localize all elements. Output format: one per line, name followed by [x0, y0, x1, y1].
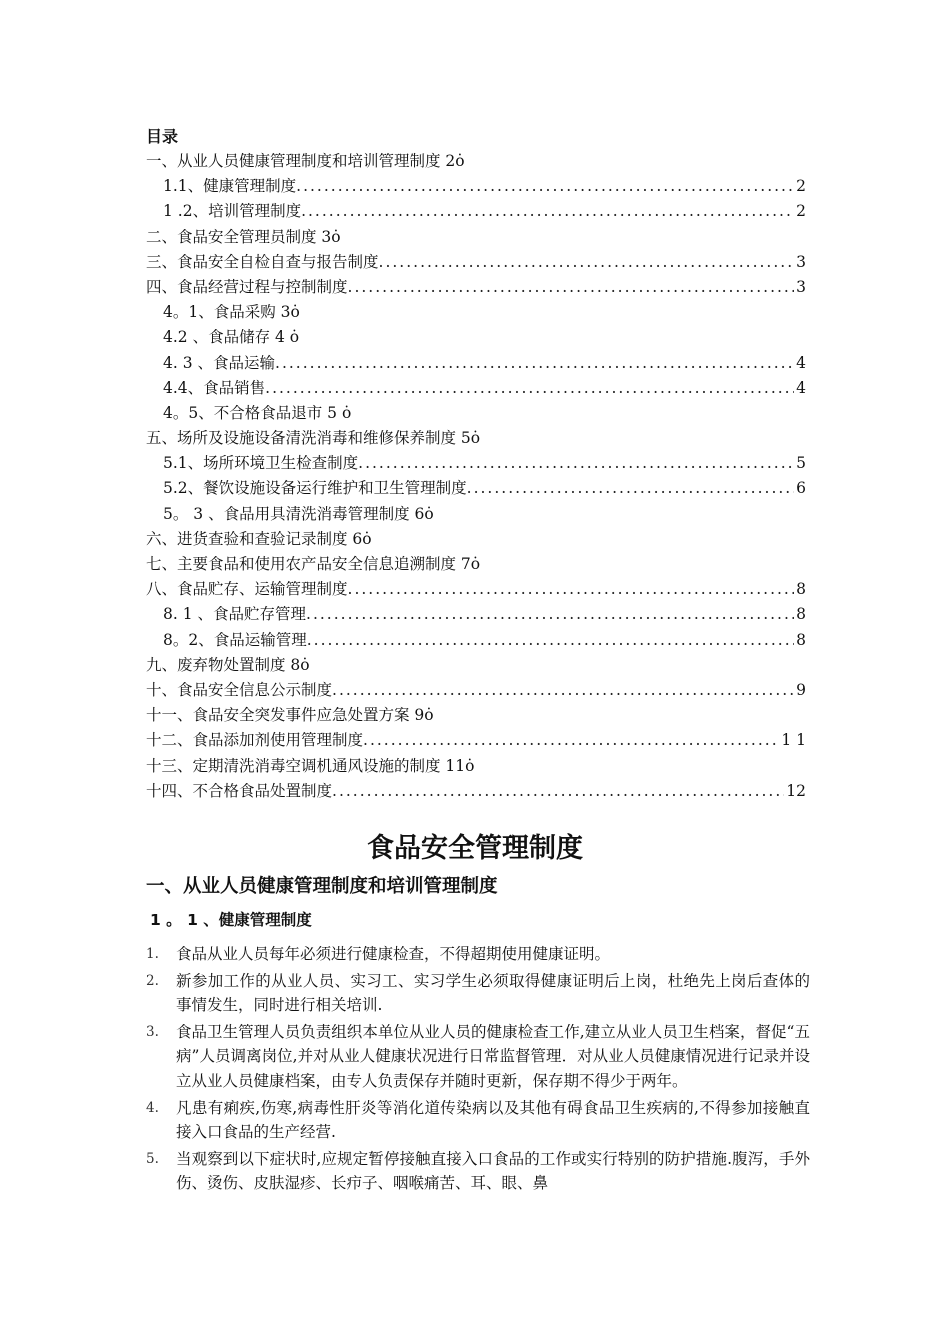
rule-number: 3.: [146, 1023, 159, 1040]
document-title: 食品安全管理制度: [367, 833, 583, 864]
toc-entry[interactable]: [146, 703, 806, 728]
toc-page-number: 8: [796, 605, 806, 624]
toc-entry-text: 八、食品贮存、运输管理制度: [146, 580, 348, 599]
toc-leader-dots: [301, 199, 794, 224]
toc-entry[interactable]: [146, 653, 806, 678]
toc-entry-text: 一、从业人员健康管理制度和培训管理制度 2ȯ: [146, 152, 465, 170]
toc-page-number: 2: [796, 202, 806, 221]
toc-leader-dots: [379, 250, 795, 275]
toc-leader-dots: [348, 577, 795, 602]
rule-number: 4.: [146, 1099, 159, 1116]
rule-number: 1.: [146, 946, 159, 962]
toc-entry-text: 三、食品安全自检自查与报告制度: [146, 252, 379, 271]
rules-list: [146, 942, 810, 1198]
rule-number: 5.: [146, 1150, 159, 1167]
toc-page-number: 6: [796, 479, 806, 498]
toc-leader-dots: [265, 376, 794, 401]
toc-entry-text: 4。1、食品采购 3ȯ: [163, 303, 300, 322]
toc-entry[interactable]: [146, 250, 806, 275]
subsection-heading: 1 。 1 、健康管理制度: [150, 911, 312, 929]
toc-entry-text: 六、进货查验和查验记录制度 6ȯ: [146, 529, 372, 548]
toc-entry-text: 8。2、食品运输管理: [163, 630, 307, 649]
toc-entry-text: 二、食品安全管理员制度 3ȯ: [146, 227, 341, 246]
toc-leader-dots: [332, 779, 784, 804]
toc-entry[interactable]: [146, 275, 806, 300]
toc-entry-text: 4.2 、食品储存 4 ȯ: [163, 328, 300, 347]
toc-entry[interactable]: [146, 401, 806, 426]
toc-entry-text: 5。 3 、食品用具清洗消毒管理制度 6ȯ: [163, 504, 434, 523]
rule-text: 食品卫生管理人员负责组织本单位从业人员的健康检查工作,建立从业人员卫生档案，督促“五病”人员调离岗位,并对从业人健康状况进行日常监督管理．对从业人员健康情况进行记录并设立从业人员健康档案，由专人负责保存并随时更新，保存期不得少于两年。: [176, 1022, 810, 1090]
toc-page-number: 9: [796, 680, 806, 699]
toc-entry[interactable]: [146, 754, 806, 779]
toc-page-number: 3: [796, 252, 806, 271]
toc-leader-dots: [332, 678, 794, 703]
rule-item: [146, 1020, 810, 1094]
rule-item: [146, 1096, 810, 1145]
toc-entry[interactable]: [146, 351, 806, 376]
toc-page-number: 12: [786, 781, 806, 800]
toc-entry[interactable]: [146, 426, 806, 451]
toc-page-number: 4: [796, 378, 806, 397]
toc-entry-text: 1.1、健康管理制度: [163, 177, 297, 196]
toc-leader-dots: [307, 628, 794, 653]
toc-title: 目录: [146, 127, 179, 146]
toc-entry[interactable]: [146, 502, 806, 527]
toc-entry[interactable]: [146, 728, 806, 753]
section-heading: 一、从业人员健康管理制度和培训管理制度: [146, 876, 498, 897]
rule-text: 食品从业人员每年必须进行健康检查，不得超期使用健康证明。: [176, 945, 611, 963]
table-of-contents: [146, 124, 806, 804]
toc-entry[interactable]: [146, 225, 806, 250]
rule-text: 当观察到以下症状时,应规定暂停接触直接入口食品的工作或实行特别的防护措施.腹泻，手外伤、烫伤、皮肤湿疹、长疖子、咽喉痛苦、耳、眼、鼻: [176, 1149, 810, 1193]
toc-page-number: 8: [796, 630, 806, 649]
toc-entry[interactable]: [146, 174, 806, 199]
rule-text: 凡患有痢疾,伤寒,病毒性肝炎等消化道传染病以及其他有碍食品卫生疾病的,不得参加接触直接入口食品的生产经营.: [176, 1098, 810, 1142]
toc-page-number: 5: [796, 454, 806, 473]
toc-leader-dots: [296, 174, 794, 199]
toc-page-number: 2: [796, 177, 806, 196]
rule-text: 新参加工作的从业人员、实习工、实习学生必须取得健康证明后上岗，杜绝先上岗后查体的事情发生，同时进行相关培训.: [176, 971, 810, 1015]
toc-leader-dots: [467, 476, 794, 501]
rule-number: 2.: [146, 972, 159, 989]
toc-page-number: 3: [796, 277, 806, 296]
toc-entry-text: 十四、不合格食品处置制度: [146, 781, 333, 800]
toc-entry[interactable]: [146, 552, 806, 577]
toc-leader-dots: [306, 602, 794, 627]
toc-entry-text: 十三、定期清洗消毒空调机通风设施的制度 11ȯ: [146, 756, 475, 775]
toc-entry[interactable]: [146, 527, 806, 552]
toc-entry[interactable]: [146, 628, 806, 653]
toc-entry-text: 4.4、食品销售: [163, 378, 266, 397]
toc-entry[interactable]: [146, 376, 806, 401]
toc-leader-dots: [275, 351, 794, 376]
toc-entry[interactable]: [146, 325, 806, 350]
toc-leader-dots: [363, 728, 779, 753]
toc-entry[interactable]: [146, 199, 806, 224]
toc-leader-dots: [358, 451, 794, 476]
toc-entry-text: 九、废弃物处置制度 8ȯ: [146, 655, 310, 674]
toc-entry-text: 5.2、餐饮设施设备运行维护和卫生管理制度: [163, 479, 467, 498]
toc-entry[interactable]: [146, 678, 806, 703]
toc-entry-text: 十、食品安全信息公示制度: [146, 680, 333, 699]
toc-page-number: 8: [796, 580, 806, 599]
toc-entry-text: 十二、食品添加剂使用管理制度: [146, 731, 364, 750]
toc-entry-text: 5.1、场所环境卫生检查制度: [163, 454, 359, 473]
toc-entry[interactable]: [146, 577, 806, 602]
toc-entry-text: 4。5、不合格食品退市 5 ȯ: [163, 403, 352, 422]
toc-leader-dots: [348, 275, 795, 300]
toc-entry[interactable]: [146, 779, 806, 804]
toc-entry-text: 1 .2、培训管理制度: [163, 202, 302, 221]
toc-entry-text: 四、食品经营过程与控制制度: [146, 277, 348, 296]
toc-entry[interactable]: [146, 602, 806, 627]
toc-entry[interactable]: [146, 476, 806, 501]
toc-entry-text: 十一、食品安全突发事件应急处置方案 9ȯ: [146, 706, 434, 725]
toc-entry-text: 五、场所及设施设备清洗消毒和维修保养制度 5ȯ: [146, 429, 481, 448]
toc-entry-text: 七、主要食品和使用农产品安全信息追溯制度 7ȯ: [146, 555, 481, 573]
toc-page-number: 4: [796, 353, 806, 372]
toc-entry-text: 8. 1 、食品贮存管理: [163, 605, 307, 624]
toc-entry[interactable]: [146, 149, 806, 174]
toc-entry[interactable]: [146, 300, 806, 325]
toc-entry-text: 4. 3 、食品运输: [163, 353, 276, 372]
rule-item: [146, 942, 810, 967]
rule-item: [146, 1147, 810, 1196]
toc-page-number: 1 1: [781, 731, 806, 750]
rule-item: [146, 969, 810, 1018]
toc-entry[interactable]: [146, 451, 806, 476]
